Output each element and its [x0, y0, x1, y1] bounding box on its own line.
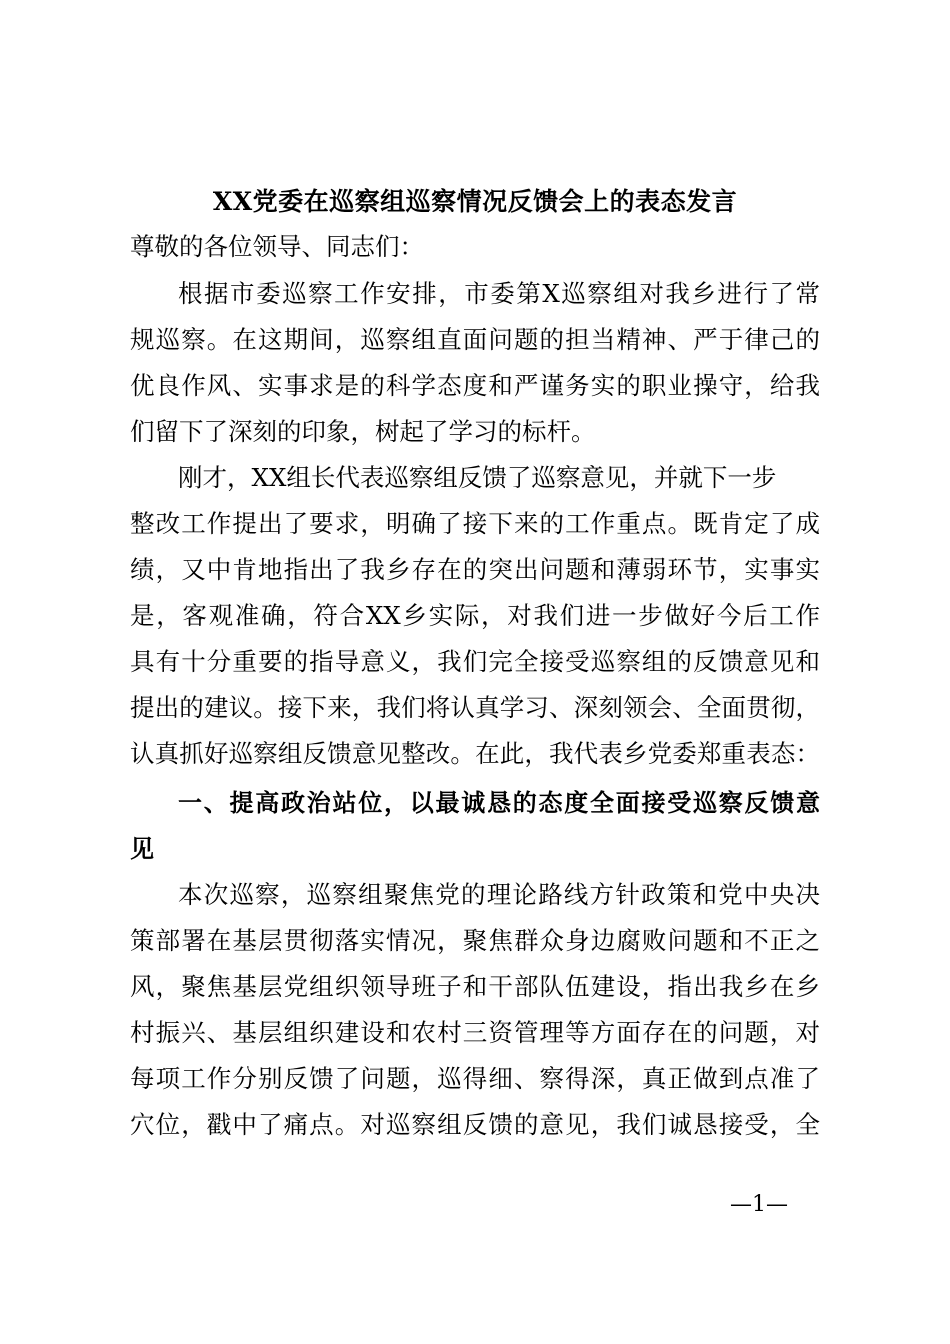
- paragraph-2-line-6: 提出的建议。接下来，我们将认真学习、深刻领会、全面贯彻，: [130, 693, 820, 722]
- paragraph-2-line-5: 具有十分重要的指导意义，我们完全接受巡察组的反馈意见和: [130, 647, 820, 676]
- section-paragraph-line-6: 穴位，戳中了痛点。对巡察组反馈的意见，我们诚恳接受，全: [130, 1110, 820, 1139]
- paragraph-2-line-2: 整改工作提出了要求，明确了接下来的工作重点。既肯定了成: [130, 509, 820, 538]
- paragraph-2-line-3: 绩，又中肯地指出了我乡存在的突出问题和薄弱环节，实事实: [130, 555, 820, 584]
- paragraph-2-line-7: 认真抓好巡察组反馈意见整改。在此，我代表乡党委郑重表态：: [130, 739, 820, 768]
- paragraph-1-line-3: 优良作风、实事求是的科学态度和严谨务实的职业操守，给我: [130, 371, 820, 400]
- page-number: —1—: [730, 1192, 788, 1217]
- paragraph-1-line-4: 们留下了深刻的印象，树起了学习的标杆。: [130, 417, 596, 446]
- section-paragraph-line-1: 本次巡察，巡察组聚焦党的理论路线方针政策和党中央决: [178, 880, 820, 909]
- section-heading-line-2: 见: [130, 835, 154, 863]
- section-paragraph-line-2: 策部署在基层贯彻落实情况，聚焦群众身边腐败问题和不正之: [130, 926, 820, 955]
- section-paragraph-line-4: 村振兴、基层组织建设和农村三资管理等方面存在的问题，对: [130, 1018, 820, 1047]
- salutation: 尊敬的各位领导、同志们：: [130, 232, 424, 261]
- paragraph-1-line-1: 根据市委巡察工作安排，市委第X巡察组对我乡进行了常: [178, 279, 820, 308]
- paragraph-2-line-1: 刚才，XX组长代表巡察组反馈了巡察意见，并就下一步: [178, 463, 777, 492]
- paragraph-2-line-4: 是，客观准确，符合XX乡实际，对我们进一步做好今后工作: [130, 601, 820, 630]
- section-paragraph-line-5: 每项工作分别反馈了问题，巡得细、察得深，真正做到点准了: [130, 1064, 820, 1093]
- document-title: XX党委在巡察组巡察情况反馈会上的表态发言: [212, 187, 738, 216]
- paragraph-1-line-2: 规巡察。在这期间，巡察组直面问题的担当精神、严于律己的: [130, 325, 820, 354]
- section-heading-line-1: 一、提高政治站位，以最诚恳的态度全面接受巡察反馈意: [178, 789, 820, 817]
- section-paragraph-line-3: 风，聚焦基层党组织领导班子和干部队伍建设，指出我乡在乡: [130, 972, 820, 1001]
